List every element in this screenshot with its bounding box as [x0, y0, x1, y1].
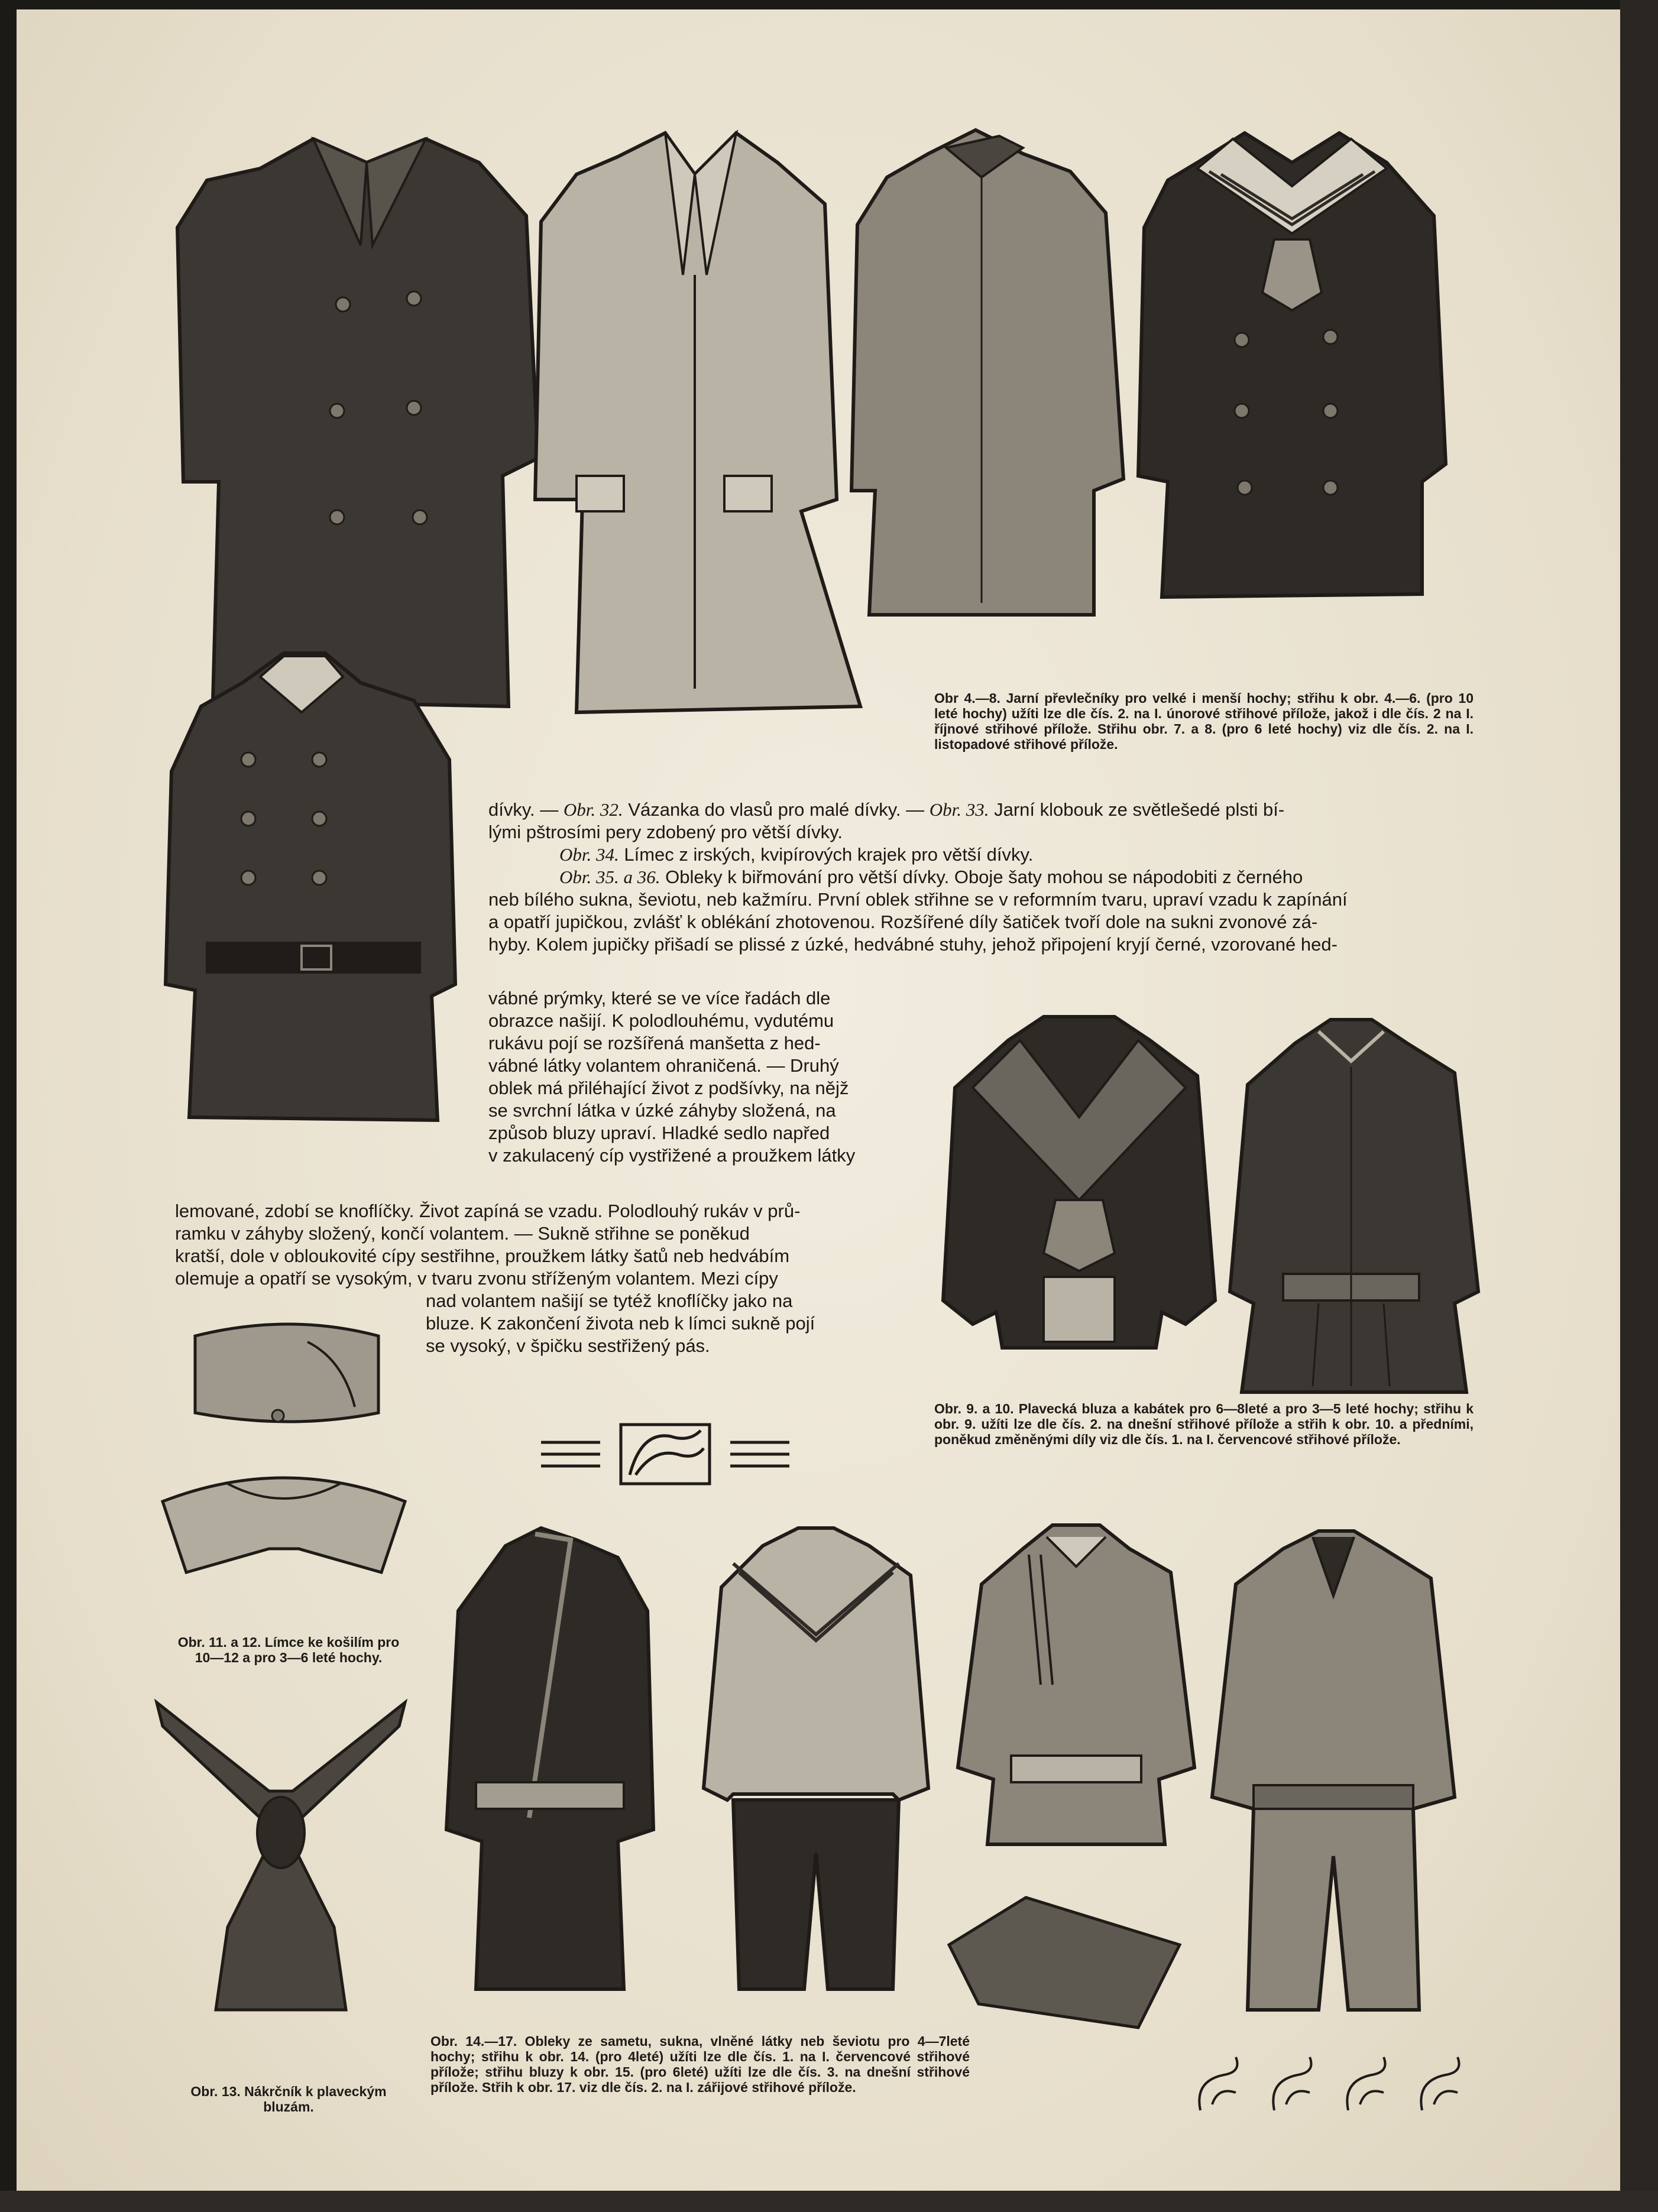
- text-line: kratší, dole v obloukovité cípy sestřihne, proužkem látky šatů neb hedvábím: [175, 1246, 790, 1266]
- text-line: olemuje a opatří se vysokým, v tvaru zvonu stříženým volantem. Mezi cípy: [175, 1268, 778, 1289]
- text-line: v zakulacený cíp vystřižené a proužkem látky: [488, 1145, 856, 1166]
- article-text-lower: [426, 1290, 944, 1357]
- text-line: oblek má přiléhající život z podšívky, na nějž: [488, 1078, 849, 1098]
- illustration-belted-blouse: [952, 1519, 1200, 1850]
- illustration-neckerchief: [151, 1691, 411, 2022]
- text-line: hyby. Kolem jupičky přišadí se plissé z úzké, hedvábné stuhy, jehož připojení kryjí černé, vzorované hed-: [488, 934, 1338, 955]
- illustration-suit-jacket: [1206, 1525, 1461, 2016]
- text-line: nad volantem našijí se tytéž knoflíčky jako na: [426, 1290, 793, 1311]
- illustration-coat-light-long: [529, 121, 866, 718]
- text-line: se vysoký, v špičku sestřižený pás.: [426, 1335, 710, 1356]
- text-line: vábné látky volantem ohraničená. — Druhý: [488, 1055, 839, 1076]
- text-line: způsob bluzy upraví. Hladké sedlo napřed: [488, 1123, 830, 1143]
- caption-fig-14-17: Obr. 14.—17. Obleky ze sametu, sukna, vlněné látky neb ševiotu pro 4—7leté hochy; střihu k obr. 14. (pro 4leté) užíti lze dle čís. 1. na I. červencové střihové přílože; střihu bluzy k obr. 15. (pro 6leté) užíti lze dle čís. 3. na dnešní střihové přílože. Střih k obr. 17. viz dle čís. 2. na I. zářijové střihové přílože.: [430, 2033, 970, 2095]
- caption-fig-9-10: Obr. 9. a 10. Plavecká bluza a kabátek pro 6—8leté a pro 3—5 leté hochy; střihu k obr. 9. užíti lze dle čís. 2. na dnešní střihové přílože a střih k obr. 10. a předními, poněkud změněnými díly viz dle čís. 1. na I. červencové střihové přílože.: [934, 1401, 1474, 1447]
- illustration-coat-sailor-collar: [1126, 115, 1458, 606]
- scan-edge: [0, 2191, 1658, 2212]
- text-line: dívky. — Obr. 32. Vázanka do vlasů pro malé dívky. — Obr. 33. Jarní klobouk ze světlešedé plsti bí-: [488, 799, 1285, 820]
- article-text-column: [488, 987, 944, 1167]
- illustration-coat-gray: [846, 124, 1129, 621]
- article-text-upper: [488, 799, 1474, 956]
- illustration-sailor-blouse: [937, 1005, 1221, 1354]
- floral-ornaments: [1189, 2045, 1484, 2122]
- text-line: Obr. 34. Límec z irských, kvipírových krajek pro větší dívky.: [559, 844, 1034, 865]
- caption-fig-11-12: Obr. 11. a 12. Límce ke košilím pro 10—12 a pro 3—6 leté hochy.: [177, 1634, 400, 1665]
- caption-fig-13: Obr. 13. Nákrčník k plaveckým bluzám.: [190, 2084, 387, 2114]
- illustration-collar-turndown: [157, 1460, 411, 1578]
- text-line: se svrchní látka v úzké záhyby složená, na: [488, 1100, 836, 1121]
- ornament-divider: [535, 1419, 795, 1490]
- text-line: bluze. K zakončení života neb k límci sukně pojí: [426, 1313, 815, 1334]
- text-line: a opatří jupičkou, zvlášť k oblékání zhotovenou. Rozšířené díly šatiček tvoří dole na sukni zvonové zá-: [488, 912, 1318, 932]
- text-line: vábné prýmky, které se ve více řadách dle: [488, 988, 831, 1008]
- text-line: lemované, zdobí se knoflíčky. Život zapíná se vzadu. Polodlouhý rukáv v prů-: [175, 1201, 801, 1221]
- illustration-coat-belted: [160, 641, 461, 1126]
- book-spine: [1620, 0, 1658, 2212]
- text-line: rukávu pojí se rozšířená manšetta z hed-: [488, 1033, 821, 1053]
- text-line: obrazce našijí. K polodlouhému, vydutému: [488, 1010, 834, 1031]
- text-line: Obr. 35. a 36. Obleky k biřmování pro větší dívky. Oboje šaty mohou se nápodobiti z černého: [559, 867, 1303, 887]
- illustration-coat-dark-double-breasted: [171, 127, 550, 712]
- caption-fig-4-8: Obr 4.—8. Jarní převlečníky pro velké i menší hochy; střihu k obr. 4.—6. (pro 10 leté hochy) užíti lze dle čís. 2. na I. únorové střihové přílože, jakož i dle čís. 2 na I. říjnové střihové přílože. Střihu obr. 7. a 8. (pro 6 leté hochy) viz dle čís. 2. na I. listopadové střihové přílože.: [934, 690, 1474, 752]
- article-text-wide: [175, 1200, 944, 1290]
- text-line: ramku v záhyby složený, končí volantem. — Sukně střihne se poněkud: [175, 1223, 750, 1244]
- illustration-trousers: [943, 1892, 1186, 2033]
- text-line: lými pštrosími pery zdobený pro větší dívky.: [488, 822, 843, 842]
- illustration-suit-velvet: [441, 1522, 659, 1995]
- illustration-collar-stand: [189, 1318, 390, 1431]
- illustration-sailor-suit: [698, 1522, 934, 1995]
- illustration-jacket-pleated: [1218, 1008, 1484, 1398]
- text-line: neb bílého sukna, ševiotu, neb kažmíru. První oblek střihne se v reformním tvaru, upraví vzadu k zapínání: [488, 889, 1348, 910]
